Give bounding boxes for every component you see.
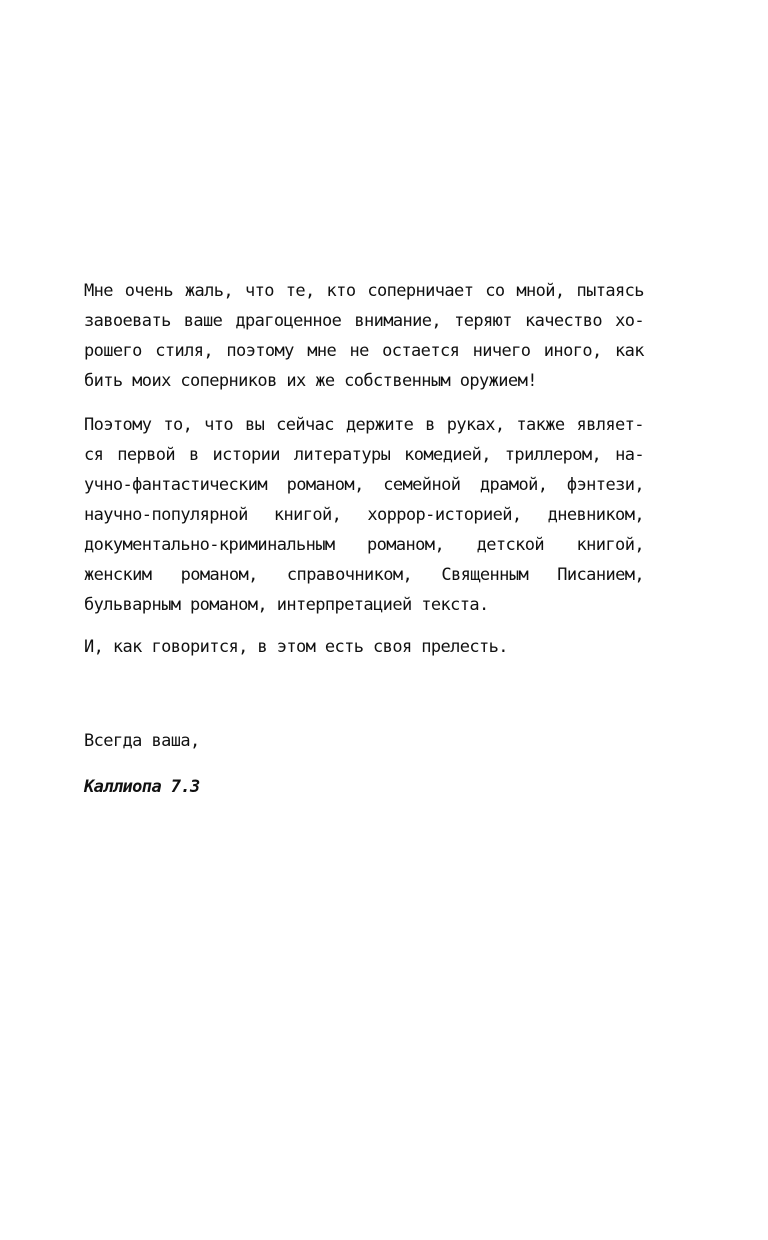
paragraph-line: научно-популярной книгой, хоррор-историей, дневником, [84, 505, 644, 525]
paragraph-3 [84, 632, 644, 662]
paragraph-line: бульварным романом, интерпретацией текста. [84, 595, 489, 615]
signature: Каллиопа 7.3 [84, 777, 200, 797]
paragraph-2 [84, 410, 644, 620]
paragraph-line: учно-фантастическим романом, семейной драмой, фэнтези, [84, 475, 644, 495]
paragraph-line: документально-криминальным романом, детской книгой, [84, 535, 644, 555]
paragraph-line: Мне очень жаль, что те, кто соперничает со мной, пытаясь [84, 281, 644, 301]
signature-block [84, 772, 644, 802]
paragraph-line: И, как говорится, в этом есть своя прелесть. [84, 637, 508, 657]
closing-text: Всегда ваша, [84, 731, 200, 751]
paragraph-1 [84, 276, 644, 396]
paragraph-line: рошего стиля, поэтому мне не остается ничего иного, как [84, 341, 644, 361]
paragraph-line: бить моих соперников их же собственным оружием! [84, 371, 537, 391]
paragraph-line: Поэтому то, что вы сейчас держите в руках, также являет- [84, 415, 644, 435]
closing-line [84, 726, 644, 756]
paragraph-line: женским романом, справочником, Священным Писанием, [84, 565, 644, 585]
paragraph-line: ся первой в истории литературы комедией, триллером, на- [84, 445, 644, 465]
paragraph-line: завоевать ваше драгоценное внимание, теряют качество хо- [84, 311, 644, 331]
